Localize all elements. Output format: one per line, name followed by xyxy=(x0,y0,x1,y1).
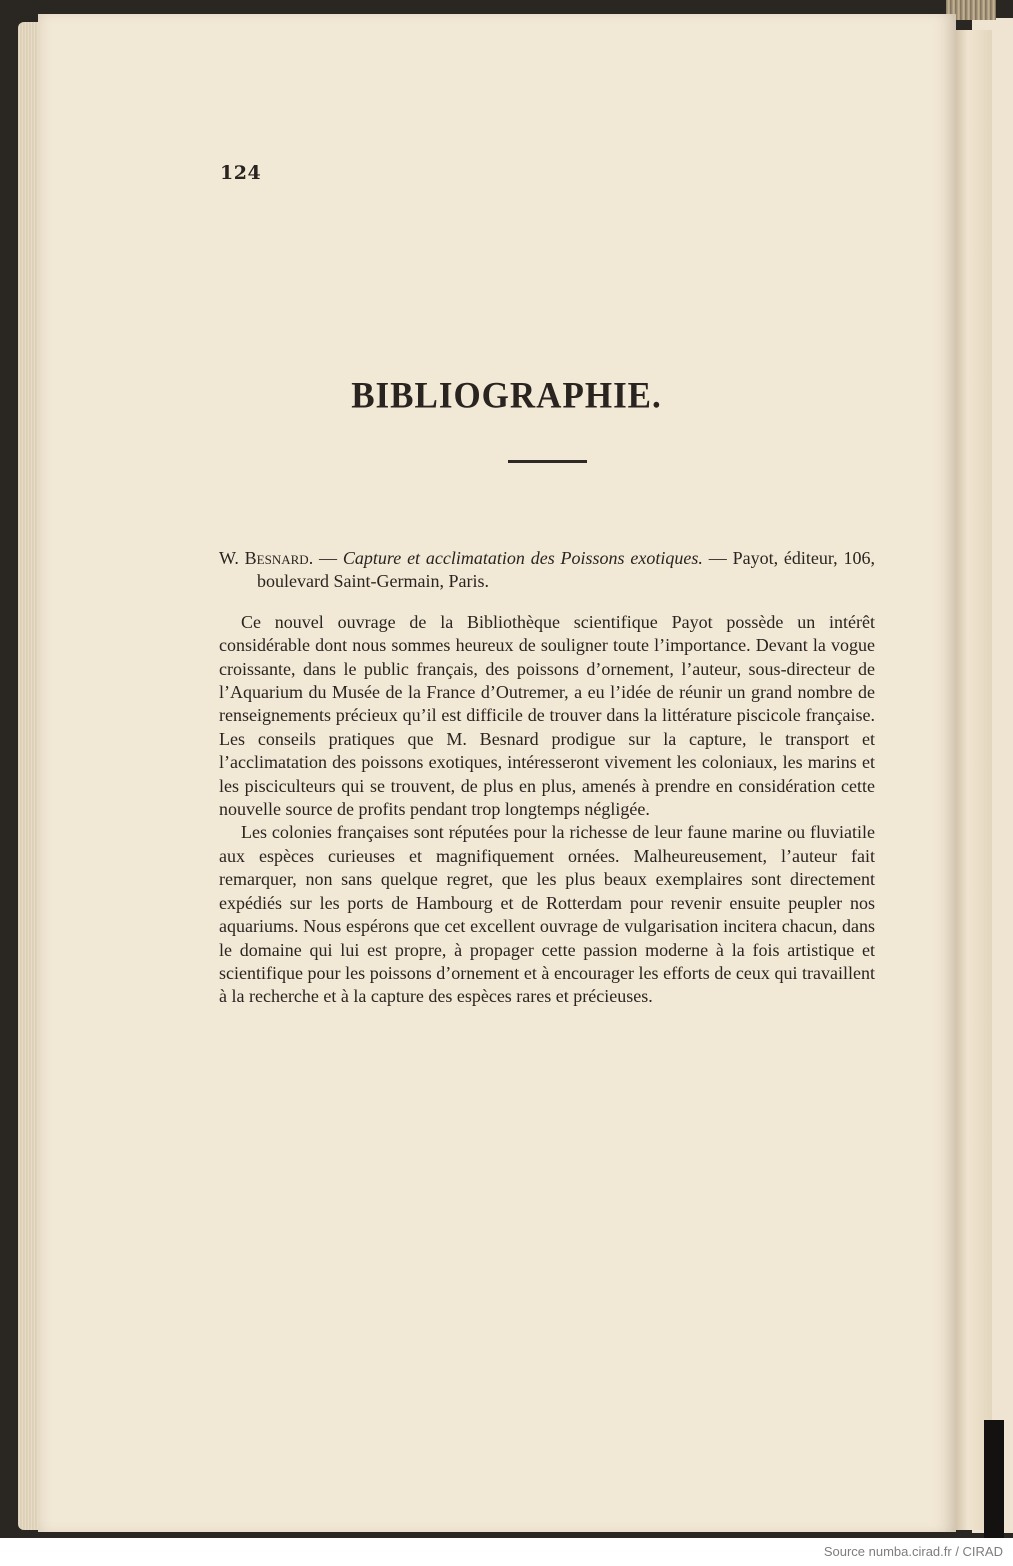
page-title: BIBLIOGRAPHIE. xyxy=(351,375,662,416)
entry-dash: — xyxy=(702,548,733,568)
bibliography-entry xyxy=(219,547,875,594)
page-number: 124 xyxy=(220,162,262,184)
entry-author: W. Besnard. xyxy=(219,548,314,568)
bibliography-body xyxy=(219,547,875,1009)
review-paragraph: Ce nouvel ouvrage de la Bibliothèque scientifique Payot possède un intérêt considérable dont nous sommes heureux de souligner toute l’importance. Devant la vogue croissante, dans le public français, des poissons d’ornement, l’auteur, sous-directeur de l’Aquarium du Musée de la France d’Outremer, a eu l’idée de réunir un grand nombre de renseignements précieux qu’il est difficile de trouver dans la littérature piscicole française. Les conseils pratiques que M. Besnard prodigue sur la capture, le transport et l’acclimatation des poissons exotiques, intéresseront vivement les coloniaux, les marins et les pisciculteurs qui se trouvent, de plus en plus, amenés à prendre en considération cette nouvelle source de profits pendant trop longtemps négligée. xyxy=(219,611,875,820)
book-gutter xyxy=(952,30,992,1530)
entry-dash: — xyxy=(313,548,343,568)
title-rule xyxy=(508,460,587,463)
entry-book-title: Capture et acclimatation des Poissons exotiques. xyxy=(342,548,703,568)
review-paragraph: Les colonies françaises sont réputées pour la richesse de leur faune marine ou fluviatile aux espèces curieuses et magnifiquement ornées. Malheureusement, l’auteur fait remarquer, non sans quelque regret, que les plus beaux exemplaires sont directement expédiés sur les ports de Hambourg et de Rotterdam pour revenir ensuite peupler nos aquariums. Nous espérons que cet excellent ouvrage de vulgarisation incitera chacun, dans le domaine qui lui est propre, à propager cette passion moderne à la fois artistique et scientifique pour les poissons d’ornement et à encourager les efforts de ceux qui travaillent à la recherche et à la capture des espèces rares et précieuses. xyxy=(219,822,875,1007)
source-credit: Source numba.cirad.fr / CIRAD xyxy=(823,1544,1003,1559)
bookmark-ribbon xyxy=(984,1420,1004,1538)
entry-publisher: Payot, éditeur, 106, boulevard Saint-Germain, Paris. xyxy=(257,548,875,592)
